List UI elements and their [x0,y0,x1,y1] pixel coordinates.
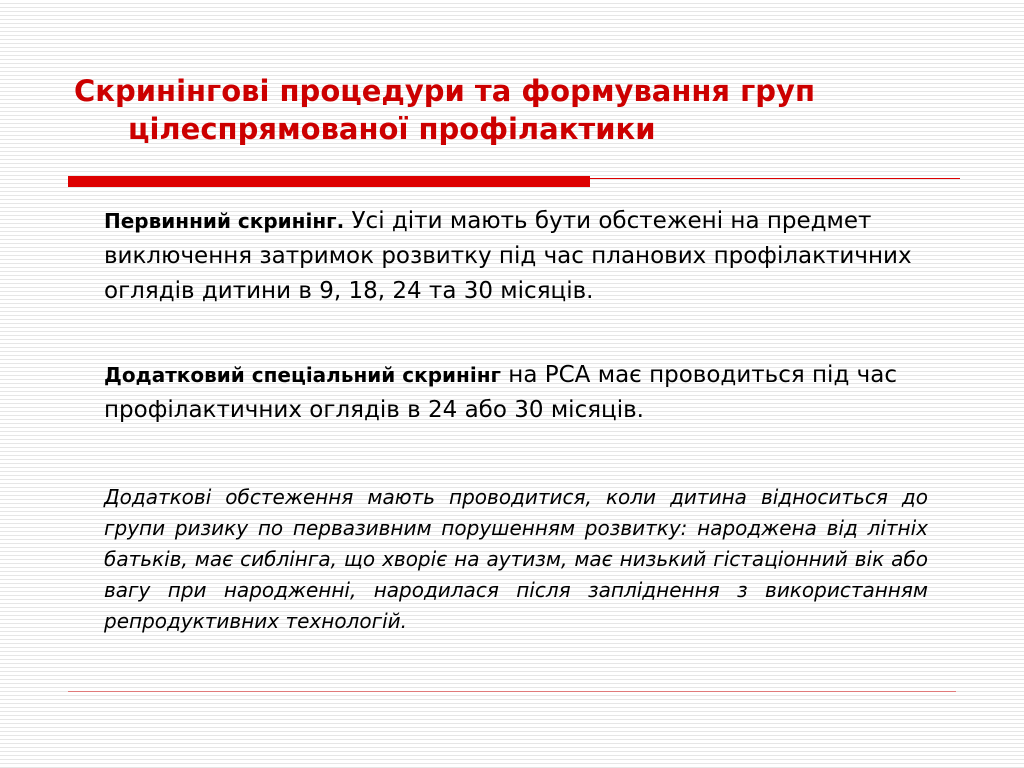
slide-title [74,72,974,148]
special-screening-paragraph [104,358,924,428]
special-screening-heading: Додатковий спеціальний скринінг [104,363,501,387]
title-underline-bar [68,176,590,187]
additional-exams-note: Додаткові обстеження мають проводитися, коли дитина відноситься до групи ризику по первазивним порушенням розвитку: народжена від літніх батьків, має сиблінга, що хворіє на аутизм, має низький гістаціонний вік або вагу при народженні, народилася після запліднення з використанням репродуктивних технологій. [104,485,928,633]
slide-title-line-2: цілеспрямованої профілактики [128,112,656,146]
primary-screening-heading: Первинний скринінг. [104,209,345,233]
special-screening-text: на РСА має проводиться під час профілактичних оглядів в 24 або 30 місяців. [104,362,897,423]
slide-title-line-1: Скринінгові процедури та формування груп [74,74,816,108]
primary-screening-text: Усі діти мають бути обстежені на предмет виключення затримок розвитку під час планових профілактичних оглядів дитини в 9, 18, 24 та 30 місяців. [104,208,912,304]
primary-screening-paragraph [104,204,924,309]
title-underline-thin [590,178,960,179]
footer-divider [68,691,956,692]
